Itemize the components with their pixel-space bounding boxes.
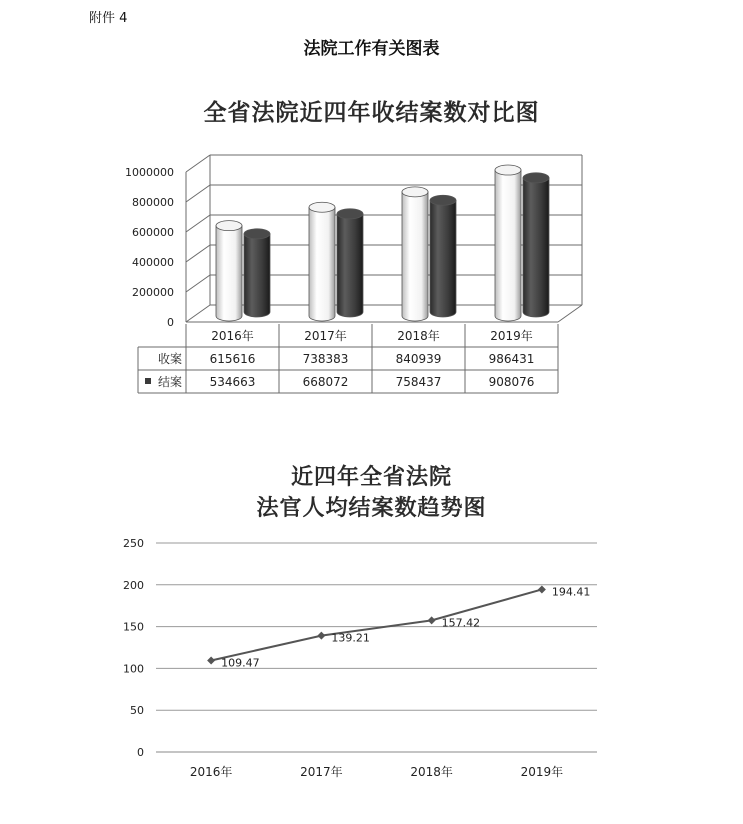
legend-receive: 收案 xyxy=(157,352,182,366)
x-category-label: 2016年 xyxy=(211,329,254,343)
y-tick-label: 50 xyxy=(130,704,144,718)
line-chart-title-line-1: 近四年全省法院 xyxy=(290,464,452,490)
y-tick-label: 200000 xyxy=(132,286,174,299)
x-category-label: 2018年 xyxy=(410,765,453,779)
line-chart-series xyxy=(207,585,590,669)
y-tick-label: 0 xyxy=(167,316,174,329)
y-tick-label: 200 xyxy=(123,578,144,592)
attachment-label: 附件 4 xyxy=(89,11,128,26)
x-category-label: 2018年 xyxy=(397,329,440,343)
y-tick-label: 800000 xyxy=(132,196,174,209)
data-label: 109.47 xyxy=(221,656,260,670)
x-category-label: 2019年 xyxy=(520,765,564,779)
data-point-marker xyxy=(428,616,436,624)
y-tick-label: 1000000 xyxy=(125,166,174,179)
y-tick-label: 250 xyxy=(123,537,144,550)
series-line xyxy=(211,589,542,660)
y-tick-label: 0 xyxy=(137,746,144,759)
table-cell-value: 986431 xyxy=(488,352,535,366)
x-category-label: 2016年 xyxy=(189,765,233,779)
legend-close: 结案 xyxy=(157,375,182,389)
data-label: 194.41 xyxy=(551,585,591,599)
data-point-marker xyxy=(317,632,325,640)
data-label: 157.42 xyxy=(441,616,481,630)
table-cell-value: 534663 xyxy=(209,375,256,389)
table-cell-value: 908076 xyxy=(488,375,535,389)
x-category-label: 2019年 xyxy=(490,329,533,343)
x-category-label: 2017年 xyxy=(304,329,347,343)
line-chart-title-line-2: 法官人均结案数趋势图 xyxy=(256,495,487,521)
data-point-marker xyxy=(207,656,215,664)
table-cell-value: 615616 xyxy=(209,352,256,366)
y-tick-label: 400000 xyxy=(132,256,174,269)
document-title: 法院工作有关图表 xyxy=(303,39,440,59)
data-label: 139.21 xyxy=(331,631,370,645)
y-tick-label: 600000 xyxy=(132,226,174,239)
line-chart-gridlines xyxy=(123,537,597,779)
data-point-marker xyxy=(538,585,546,593)
y-tick-label: 150 xyxy=(123,620,144,634)
table-cell-value: 840939 xyxy=(395,352,442,366)
table-cell-value: 758437 xyxy=(395,375,442,389)
bar-chart-title: 全省法院近四年收结案数对比图 xyxy=(203,99,540,126)
x-category-label: 2017年 xyxy=(300,765,343,779)
table-cell-value: 738383 xyxy=(302,352,349,366)
y-tick-label: 100 xyxy=(123,662,144,676)
table-cell-value: 668072 xyxy=(302,375,349,389)
